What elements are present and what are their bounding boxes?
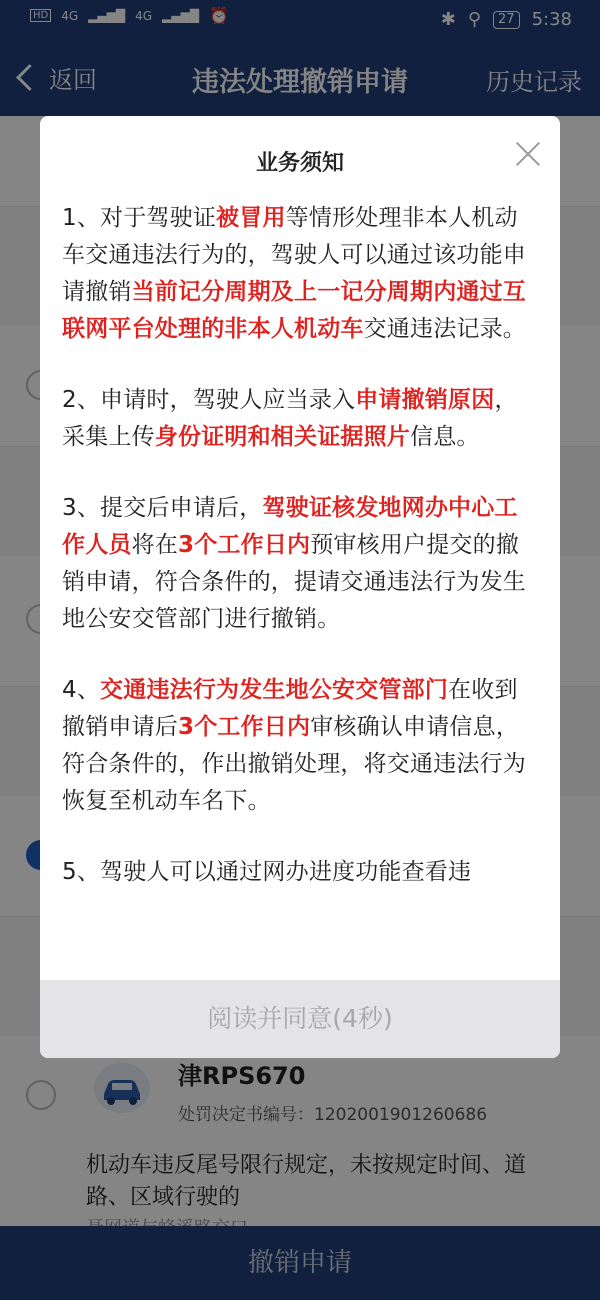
paragraph-text: 将在 (131, 532, 179, 558)
clock-time: 5:38 (531, 9, 572, 30)
submit-revoke-button[interactable]: 撤销申请 (0, 1226, 600, 1300)
paragraph-text: 预审核用户提交的撤销申请，符合条件的，提请交通违法行为发生地公安交管部门进行撤销。 (62, 532, 526, 632)
alarm-icon: ⏰ (208, 6, 229, 25)
notice-dialog (40, 116, 560, 1058)
paragraph-text: ，采集上传 (62, 387, 518, 450)
back-label: 返回 (49, 66, 97, 94)
dialog-content[interactable] (62, 200, 540, 978)
highlight-text: 交通违法行为发生地公安交管部门 (100, 677, 449, 703)
highlight-text: 被冒用 (216, 205, 286, 231)
paragraph-text: 3、提交后申请后， (62, 495, 263, 521)
highlight-text: 身份证明和相关证据照片 (154, 424, 411, 450)
hd-badge: HD (30, 9, 51, 22)
notice-paragraph (62, 854, 540, 891)
signal-bars-icon: ▂▄▆█ (88, 8, 126, 23)
paragraph-text: 审核确认申请信息，符合条件的，作出撤销处理，将交通违法行为恢复至机动车名下。 (62, 714, 526, 814)
plate-number: 津RPS670 (178, 1062, 306, 1090)
page-title: 违法处理撤销申请 (192, 67, 408, 98)
highlight-text: 驾驶证核发地网办中心工作人员 (62, 495, 518, 558)
highlight-text: 3个工作日内 (178, 532, 311, 558)
notice-paragraph (62, 200, 540, 348)
close-icon[interactable] (514, 140, 542, 168)
highlight-text: 当前记分周期及上一记分周期内通过互联网平台处理的非本人机动车 (62, 279, 527, 342)
agree-button[interactable]: 阅读并同意(4秒) (40, 980, 560, 1058)
paragraph-text: 4、 (62, 677, 101, 703)
dialog-title: 业务须知 (255, 151, 344, 176)
signal-bars-icon-2: ▂▄▆█ (162, 8, 199, 23)
highlight-text: 3个工作日内 (178, 714, 311, 740)
decision-value: 1202001901260686 (314, 1105, 488, 1125)
notice-paragraph (62, 382, 540, 456)
notice-paragraph (62, 490, 540, 638)
decision-label: 处罚决定书编号： (178, 1105, 314, 1125)
battery-icon: 27 (493, 11, 520, 29)
paragraph-text: 1、对于驾驶证 (62, 205, 217, 231)
paragraph-text: 交通违法记录。 (363, 316, 527, 342)
signal-icon-2: 4G (135, 8, 153, 23)
highlight-text: 申请撤销原因 (355, 387, 495, 413)
violation-description: 机动车违反尾号限行规定，未按规定时间、道路、区域行驶的 (86, 1153, 527, 1210)
history-button[interactable]: 历史记录 (486, 68, 582, 96)
paragraph-text: 等情形处理非本人机动车交通违法行为的，驾驶人可以通过该功能申请撤销 (62, 205, 526, 305)
signal-icon: 4G (61, 8, 79, 23)
paragraph-text: 5、驾驶人可以通过网办进度功能查看违 (62, 859, 472, 885)
bluetooth-icon: ✱ (440, 9, 456, 30)
paragraph-text: 在收到撤销申请后 (62, 677, 518, 740)
notice-paragraph (62, 672, 540, 820)
paragraph-text: 2、申请时，驾驶人应当录入 (62, 387, 356, 413)
paragraph-text: 信息。 (410, 424, 480, 450)
location-icon: ⚲ (467, 9, 482, 30)
